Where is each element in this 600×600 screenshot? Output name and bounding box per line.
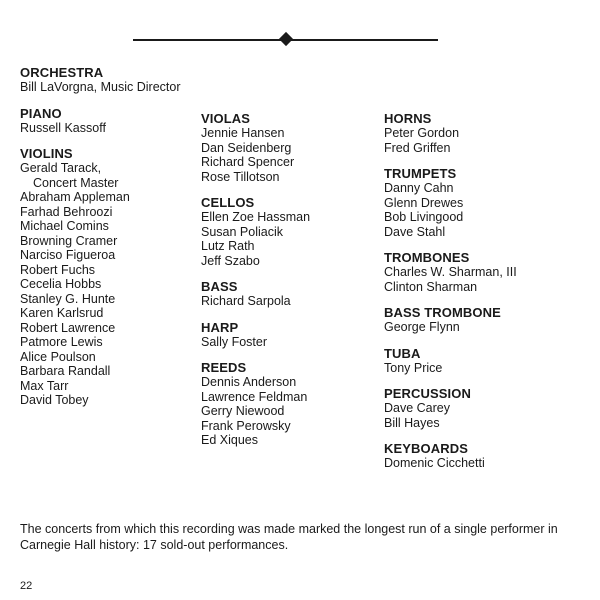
member-name: Dave Carey: [384, 401, 450, 415]
section-piano: [20, 107, 190, 136]
section-heading: HORNS: [384, 111, 432, 126]
member-name: Alice Poulson: [20, 349, 96, 364]
section-trombones: [384, 251, 584, 294]
member-name: Cecelia Hobbs: [20, 277, 102, 291]
member-name: Frank Perowsky: [201, 418, 291, 433]
section-harp: [201, 321, 371, 350]
diamond-icon: [279, 32, 293, 46]
member-name: Karen Karlsrud: [20, 306, 104, 320]
section-trumpets: [384, 167, 584, 239]
member-name: Browning Cramer: [20, 233, 118, 248]
section-heading: BASS: [201, 279, 238, 294]
member-name: Jennie Hansen: [201, 126, 285, 140]
member-name: Max Tarr: [20, 378, 69, 393]
member-name: Richard Sarpola: [201, 294, 291, 308]
member-name: Fred Griffen: [384, 140, 451, 155]
section-heading: ORCHESTRA: [20, 65, 104, 80]
member-name: Russell Kassoff: [20, 120, 106, 135]
section-tuba: [384, 347, 584, 376]
section-heading: BASS TROMBONE: [384, 305, 501, 320]
member-name: Ed Xiques: [201, 433, 258, 447]
section-heading: TUBA: [384, 345, 421, 361]
section-percussion: [384, 387, 584, 430]
member-name: Tony Price: [384, 360, 443, 375]
member-name: Narciso Figueroa: [20, 248, 116, 262]
member-name: Jeff Szabo: [201, 253, 260, 268]
member-name: George Flynn: [384, 320, 460, 334]
member-name: Richard Spencer: [201, 155, 295, 169]
member-name: Dave Stahl: [384, 224, 446, 239]
member-name: Lawrence Feldman: [201, 389, 308, 404]
member-name: Lutz Rath: [201, 239, 255, 253]
member-name: Sally Foster: [201, 334, 267, 349]
member-name: Glenn Drewes: [384, 195, 464, 210]
member-name: Bill LaVorgna, Music Director: [20, 80, 181, 94]
member-name: Robert Fuchs: [20, 262, 96, 277]
section-violins: [20, 147, 190, 408]
member-name: Bill Hayes: [384, 415, 440, 430]
member-name: Bob Livingood: [384, 210, 464, 224]
member-name: Ellen Zoe Hassman: [201, 210, 311, 224]
member-name: Robert Lawrence: [20, 320, 116, 335]
section-heading: VIOLINS: [20, 146, 73, 161]
member-name: Farhad Behroozi: [20, 204, 113, 219]
member-name: Susan Poliacik: [201, 224, 283, 239]
member-name: David Tobey: [20, 393, 89, 407]
section-horns: [384, 112, 584, 155]
member-name: Rose Tillotson: [201, 169, 280, 184]
member-name: Dan Seidenberg: [201, 140, 292, 155]
column-left: [20, 66, 190, 420]
member-name: Peter Gordon: [384, 126, 460, 140]
member-name: Charles W. Sharman, III: [384, 265, 517, 279]
section-heading: TROMBONES: [384, 250, 470, 265]
footnote: The concerts from which this recording was made marked the longest run of a single performer in Carnegie Hall history: 17 sold-out performances.: [20, 522, 558, 552]
member-name: Domenic Cicchetti: [384, 456, 485, 470]
section-orchestra: [20, 66, 190, 95]
section-heading: REEDS: [201, 360, 247, 375]
section-heading: HARP: [201, 319, 239, 335]
section-heading: TRUMPETS: [384, 166, 457, 181]
member-name: Barbara Randall: [20, 364, 111, 378]
section-heading: CELLOS: [201, 195, 255, 210]
member-name: Clinton Sharman: [384, 279, 478, 294]
member-name: Patmore Lewis: [20, 335, 103, 349]
column-middle: [201, 112, 371, 460]
section-keyboards: [384, 442, 584, 471]
section-reeds: [201, 361, 371, 448]
section-heading: VIOLAS: [201, 111, 250, 126]
member-name: Gerald Tarack,: [20, 161, 102, 175]
section-bass: [201, 280, 371, 309]
section-bass-trombone: [384, 306, 584, 335]
member-name: Dennis Anderson: [201, 375, 297, 389]
section-heading: KEYBOARDS: [384, 441, 468, 456]
member-role: Concert Master: [33, 175, 119, 190]
member-name: Stanley G. Hunte: [20, 291, 116, 306]
column-right: [384, 112, 584, 483]
section-cellos: [201, 196, 371, 268]
section-violas: [201, 112, 371, 184]
member-name: Danny Cahn: [384, 181, 454, 195]
header-ornament: [133, 33, 438, 47]
page-number: 22: [20, 580, 33, 592]
member-name: Gerry Niewood: [201, 404, 285, 418]
section-heading: PIANO: [20, 105, 62, 121]
member-name: Michael Comins: [20, 219, 109, 233]
section-heading: PERCUSSION: [384, 386, 471, 401]
member-name: Abraham Appleman: [20, 190, 130, 204]
